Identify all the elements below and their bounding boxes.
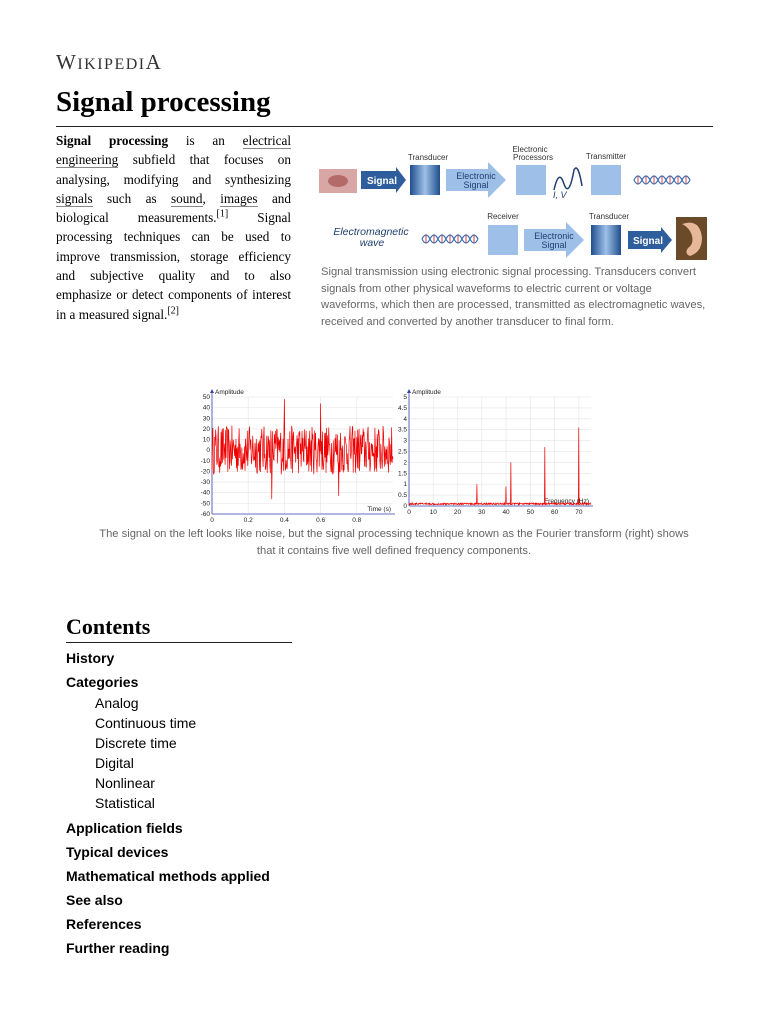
y-axis-label: Amplitude	[215, 389, 244, 396]
x-axis-label: Frequency (Hz)	[544, 498, 589, 505]
series-line	[409, 428, 591, 505]
signal-transmission-diagram	[316, 140, 716, 265]
toc-item-references[interactable]: References	[66, 916, 142, 932]
transmitter-label: Transmitter	[585, 152, 627, 161]
receiver-box	[488, 225, 518, 255]
x-tick-label: 0	[210, 517, 214, 524]
transducer-top	[410, 165, 440, 195]
toc-item-categories[interactable]: Categories	[66, 674, 139, 690]
y-axis-arrow	[210, 389, 214, 393]
x-tick-label: 20	[453, 509, 462, 516]
toc-categories-subsections	[66, 694, 270, 814]
y-tick-label: 1	[403, 481, 407, 489]
wordmark-final: A	[145, 50, 163, 74]
x-tick-label: 0.4	[279, 517, 289, 524]
electronic-signal-label-bottom-2: Signal	[541, 240, 567, 250]
toc-subitem-statistical[interactable]: Statistical	[95, 795, 155, 811]
signal-label-top: Signal	[366, 176, 398, 187]
y-tick-label: -30	[200, 479, 210, 487]
wordmark-middle: IKIPEDI	[77, 56, 146, 73]
link-images[interactable]: images	[220, 190, 258, 206]
x-tick-label: 0	[407, 509, 411, 516]
toc-subitem-discrete-time[interactable]: Discrete time	[95, 735, 177, 751]
lead-term: Signal processing	[56, 133, 169, 148]
y-tick-label: 3	[403, 437, 407, 445]
x-tick-label: 40	[502, 509, 510, 516]
lead-text: ,	[202, 190, 221, 206]
link-signals[interactable]: signals	[56, 190, 93, 206]
y-tick-label: -60	[200, 511, 210, 518]
y-tick-label: 2	[403, 459, 407, 467]
toc-subitem-analog[interactable]: Analog	[95, 695, 139, 711]
link-electrical-engineering[interactable]: electrical engineering	[56, 133, 291, 168]
iv-label: I, V	[553, 190, 567, 200]
dna-wave-bottom-rungs	[426, 235, 474, 243]
y-tick-label: 10	[202, 436, 210, 444]
receiver-label: Receiver	[487, 212, 519, 221]
x-tick-label: 50	[526, 509, 534, 516]
mouth-shape	[328, 175, 348, 187]
toc-subitem-nonlinear[interactable]: Nonlinear	[95, 775, 155, 791]
y-tick-label: 3.5	[397, 426, 407, 434]
reference-1[interactable]: [1]	[216, 208, 229, 220]
electronic-signal-label-bottom-1: Electronic	[534, 231, 574, 241]
y-tick-label: 5	[403, 394, 407, 401]
lead-text: and biological measurements.	[56, 190, 291, 226]
x-tick-label: 70	[575, 509, 583, 516]
y-tick-label: 50	[202, 394, 210, 401]
x-tick-label: 10	[429, 509, 437, 516]
y-tick-label: -10	[200, 457, 210, 465]
x-tick-label: 60	[550, 509, 559, 516]
y-tick-label: 30	[202, 415, 210, 423]
toc-divider	[66, 642, 292, 643]
toc-item-further-reading[interactable]: Further reading	[66, 940, 170, 956]
lead-text: Signal processing techniques can be used to improve transmission, storage efficiency and subjective quality and to also emphasize or detect components of interest in a measured signal.	[56, 210, 291, 322]
toc-item-application-fields[interactable]: Application fields	[66, 820, 183, 836]
em-wave-label-2: wave	[359, 237, 385, 249]
lead-text: subfield that focuses on analysing, modifying and synthesizing	[56, 152, 291, 187]
transducer-bottom	[591, 225, 621, 255]
signal-fourier-charts	[195, 380, 595, 525]
title-divider	[56, 126, 713, 127]
x-tick-label: 0.2	[243, 517, 253, 524]
electronic-processors-label-2: Processors	[512, 153, 554, 162]
transmitter-box	[591, 165, 621, 195]
table-of-contents	[66, 648, 270, 962]
toc-item-history[interactable]: History	[66, 650, 115, 666]
frequency-domain-chart	[398, 389, 593, 516]
figure1-caption: Signal transmission using electronic signal processing. Transducers convert signals from other physical waveforms to electric current or voltage waveforms, which then are processed, transmitted as electromagnetic waves, received and converted by another transducer to final form.	[321, 266, 706, 328]
series-line	[212, 399, 393, 499]
toc-subitem-continuous-time[interactable]: Continuous time	[95, 715, 197, 731]
y-tick-label: -50	[200, 500, 210, 508]
electronic-processors-label-1: Electronic	[512, 145, 548, 154]
y-tick-label: 4	[403, 415, 407, 423]
electronic-processor-box	[516, 165, 546, 195]
x-axis-label: Time (s)	[367, 506, 391, 513]
toc-item-typical-devices[interactable]: Typical devices	[66, 844, 169, 860]
em-wave-label-1: Electromagnetic	[333, 226, 409, 238]
y-axis-label: Amplitude	[412, 389, 441, 396]
y-tick-label: -40	[200, 489, 210, 497]
toc-subitem-digital[interactable]: Digital	[95, 755, 134, 771]
dna-wave-top-rungs	[638, 176, 686, 184]
lead-text: such as	[92, 190, 171, 206]
y-axis-arrow	[407, 389, 411, 393]
electronic-signal-label-top-1: Electronic	[456, 171, 496, 181]
figure2-caption: The signal on the left looks like noise, but the signal processing technique known as the Fourier transform (right) shows that it contains five well defined frequency components.	[99, 528, 689, 557]
transducer-label-top: Transducer	[407, 153, 449, 162]
y-tick-label: 4.5	[397, 404, 407, 412]
signal-label-bottom: Signal	[632, 236, 664, 247]
wordmark-initial: W	[56, 50, 78, 74]
toc-item-mathematical-methods[interactable]: Mathematical methods applied	[66, 868, 270, 884]
toc-title: Contents	[66, 614, 151, 639]
y-tick-label: 40	[202, 404, 210, 412]
x-tick-label: 30	[478, 509, 486, 516]
y-tick-label: 20	[202, 425, 210, 433]
waveform-iv	[554, 168, 582, 190]
toc-item-see-also[interactable]: See also	[66, 892, 123, 908]
y-tick-label: 0	[206, 447, 210, 455]
link-sound[interactable]: sound	[170, 190, 203, 206]
x-tick-label: 0.6	[316, 517, 326, 524]
y-tick-label: 1.5	[397, 470, 407, 478]
page-title: Signal processing	[56, 86, 271, 118]
reference-2[interactable]: [2]	[167, 305, 179, 317]
y-tick-label: 2.5	[397, 448, 407, 456]
lead-paragraph	[56, 131, 291, 324]
lead-text: is an	[168, 133, 243, 148]
x-tick-label: 0.8	[352, 517, 362, 524]
wikipedia-wordmark[interactable]	[56, 50, 162, 75]
time-domain-chart	[201, 389, 395, 524]
y-tick-label: -20	[200, 468, 210, 476]
y-tick-label: 0.5	[397, 492, 407, 500]
electronic-signal-label-top-2: Signal	[463, 180, 489, 190]
y-tick-label: 0	[403, 503, 407, 510]
transducer-label-bottom: Transducer	[588, 212, 630, 221]
